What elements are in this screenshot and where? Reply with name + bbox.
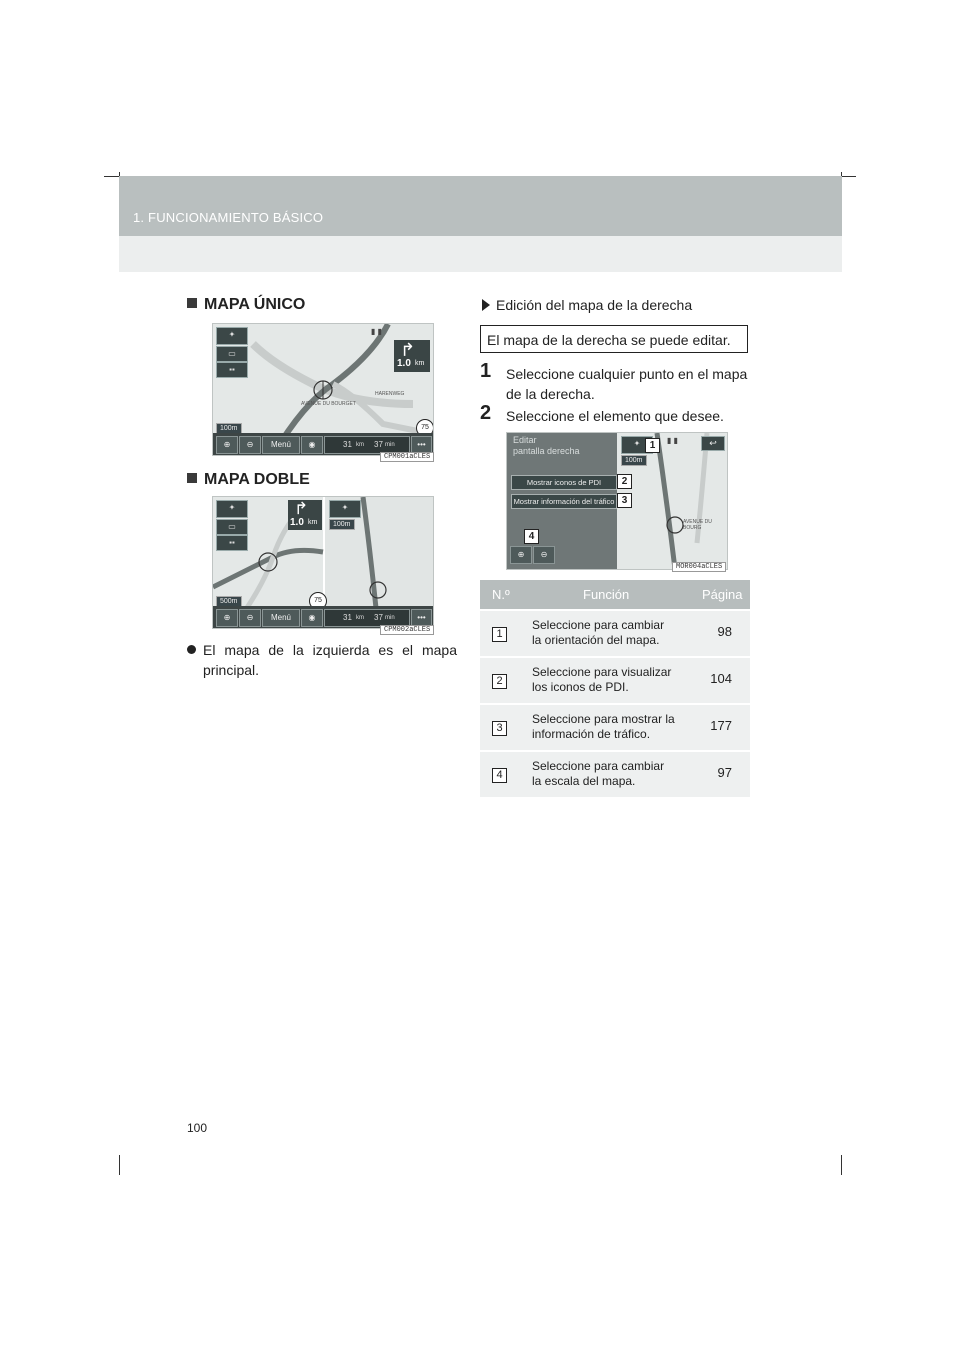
- status-icons: ▮ ▮: [667, 436, 679, 445]
- figure-caption: CPM001aCLES: [380, 452, 434, 462]
- row-number: 2: [492, 674, 507, 689]
- right-compass-button[interactable]: [329, 500, 361, 518]
- info-distance-unit: km: [356, 615, 364, 621]
- step-number: 1: [480, 360, 492, 382]
- map-mode-button[interactable]: [216, 519, 248, 535]
- car-icon: ▭: [228, 349, 236, 358]
- row-function-line: la escala del mapa.: [532, 774, 636, 788]
- map-mode-button[interactable]: [216, 346, 248, 362]
- info-time: 37: [374, 613, 383, 622]
- info-distance-unit: km: [356, 442, 364, 448]
- row-page: 98: [717, 624, 732, 639]
- header-strip: [119, 176, 842, 236]
- info-distance: 31: [343, 440, 352, 449]
- zoom-out-icon: ⊖: [540, 550, 548, 559]
- compass-button[interactable]: [216, 500, 248, 518]
- edit-title-line1: Editar: [513, 435, 537, 445]
- crop-mark: [841, 1155, 842, 1175]
- row-function-line: Seleccione para mostrar la: [532, 712, 675, 726]
- zoom-in-button[interactable]: ⊕: [216, 609, 238, 627]
- single-map-screenshot: [212, 323, 434, 456]
- zoom-out-button[interactable]: ⊖: [239, 609, 261, 627]
- edit-map-screenshot: [506, 432, 728, 570]
- turn-distance-box: [394, 340, 430, 372]
- table-row: [480, 609, 750, 656]
- bullet-dot-icon: [187, 645, 196, 654]
- back-button[interactable]: [701, 436, 725, 451]
- zoom-in-button[interactable]: [510, 546, 532, 564]
- section-heading-text: MAPA DOBLE: [204, 471, 310, 488]
- bullet-text: El mapa de la izquierda es el mapa principal.: [203, 642, 457, 678]
- callout-4: 4: [524, 529, 539, 544]
- info-time: 37: [374, 440, 383, 449]
- car-icon: ▭: [228, 522, 236, 531]
- turn-arrow-icon: ↱: [400, 340, 416, 360]
- table-row: [480, 750, 750, 797]
- poi-icon: ▪▪: [229, 365, 235, 374]
- row-function: [532, 665, 684, 695]
- row-function-line: los iconos de PDI.: [532, 680, 629, 694]
- triangle-bullet-icon: [482, 299, 490, 311]
- row-function: [532, 618, 684, 648]
- row-function-line: información de tráfico.: [532, 727, 651, 741]
- subsection-heading-text: Edición del mapa de la derecha: [496, 297, 693, 313]
- row-function-line: la orientación del mapa.: [532, 633, 660, 647]
- zoom-in-icon: ⊕: [517, 550, 525, 559]
- row-function-line: Seleccione para visualizar: [532, 665, 672, 679]
- edit-panel-title: [513, 435, 613, 457]
- poi-button[interactable]: [216, 362, 248, 378]
- table-row: [480, 656, 750, 703]
- page-number: 100: [187, 1121, 208, 1135]
- zoom-out-button[interactable]: ⊖: [239, 436, 261, 454]
- row-page: 104: [710, 671, 732, 686]
- figure-caption: CPM002aCLES: [380, 625, 434, 635]
- step-text-cont: de la derecha.: [506, 386, 595, 402]
- show-poi-icons-button[interactable]: Mostrar iconos de PDI: [511, 475, 617, 490]
- zoom-in-button[interactable]: ⊕: [216, 436, 238, 454]
- callout-1: 1: [645, 438, 660, 453]
- section-heading-text: MAPA ÚNICO: [204, 296, 306, 313]
- square-bullet-icon: [187, 473, 197, 483]
- compass-button[interactable]: [216, 327, 248, 345]
- row-function: [532, 759, 684, 789]
- more-button[interactable]: •••: [411, 436, 432, 454]
- turn-distance: 1.0: [397, 358, 411, 369]
- row-number: 3: [492, 721, 507, 736]
- note-box: El mapa de la derecha se puede editar.: [480, 325, 748, 353]
- show-traffic-info-button[interactable]: Mostrar información del tráfico: [511, 494, 617, 509]
- scale-indicator[interactable]: 100m: [216, 423, 242, 434]
- function-table: [480, 580, 750, 797]
- poi-button[interactable]: [216, 535, 248, 551]
- edit-panel: [507, 433, 617, 569]
- compass-icon: ✦: [228, 503, 236, 512]
- row-page: 97: [717, 765, 732, 780]
- section-heading-single-map: [187, 296, 305, 314]
- header-page: Página: [702, 587, 743, 602]
- table-row: [480, 703, 750, 750]
- voice-icon: ◉: [308, 613, 316, 622]
- chapter-title: 1. FUNCIONAMIENTO BÁSICO: [133, 210, 324, 225]
- voice-icon: ◉: [308, 440, 316, 449]
- poi-icon: ▪▪: [229, 538, 235, 547]
- callout-2: 2: [617, 474, 632, 489]
- zoom-out-button[interactable]: [533, 546, 555, 564]
- street-label: HARENWEG: [375, 391, 405, 397]
- turn-distance-box: [288, 500, 322, 530]
- table-header: [480, 580, 750, 609]
- more-button[interactable]: •••: [411, 609, 432, 627]
- turn-distance-unit: km: [415, 360, 425, 367]
- voice-button[interactable]: [301, 436, 323, 454]
- info-time-unit: min: [385, 615, 395, 621]
- figure-caption: MOR004aCLES: [672, 562, 726, 572]
- info-time-unit: min: [385, 442, 395, 448]
- street-label: AVENUE DU BOURGET: [301, 401, 356, 407]
- turn-distance-unit: km: [308, 519, 318, 526]
- status-icons: ▮ ▮: [371, 327, 383, 336]
- square-bullet-icon: [187, 298, 197, 308]
- route-number-badge: 75: [309, 592, 327, 610]
- voice-button[interactable]: [301, 609, 323, 627]
- subsection-heading: [482, 297, 692, 313]
- double-map-screenshot: [212, 496, 434, 629]
- step-1: [480, 360, 752, 404]
- header-function: Función: [583, 587, 630, 602]
- section-heading-double-map: [187, 471, 310, 489]
- street-label: AVENUE DU BOURG: [683, 519, 712, 531]
- header-number: N.º: [492, 587, 510, 602]
- menu-button[interactable]: Menú: [262, 436, 300, 454]
- row-number: 4: [492, 768, 507, 783]
- compass-icon: ✦: [228, 330, 236, 339]
- scale-indicator[interactable]: 100m: [621, 455, 647, 466]
- callout-3: 3: [617, 493, 632, 508]
- row-function: [532, 712, 684, 742]
- step-text: Seleccione cualquier punto en el mapa: [506, 366, 748, 382]
- crop-mark: [119, 1155, 120, 1175]
- compass-icon: ✦: [341, 503, 349, 512]
- info-distance: 31: [343, 613, 352, 622]
- step-2: [480, 402, 752, 426]
- turn-arrow-icon: ↱: [294, 499, 309, 518]
- step-number: 2: [480, 402, 492, 424]
- scale-indicator-left[interactable]: 500m: [216, 596, 242, 607]
- row-page: 177: [710, 718, 732, 733]
- row-function-line: Seleccione para cambiar: [532, 759, 665, 773]
- row-function-line: Seleccione para cambiar: [532, 618, 665, 632]
- scale-indicator-right[interactable]: 100m: [329, 519, 355, 530]
- back-icon: ↩: [709, 438, 717, 448]
- route-number-badge: 75: [416, 419, 434, 437]
- turn-distance: 1.0: [290, 517, 304, 528]
- menu-button[interactable]: Menú: [262, 609, 300, 627]
- edit-title-line2: pantalla derecha: [513, 446, 580, 456]
- row-number: 1: [492, 627, 507, 642]
- compass-icon: ✦: [633, 439, 641, 448]
- step-text: Seleccione el elemento que desee.: [506, 408, 724, 424]
